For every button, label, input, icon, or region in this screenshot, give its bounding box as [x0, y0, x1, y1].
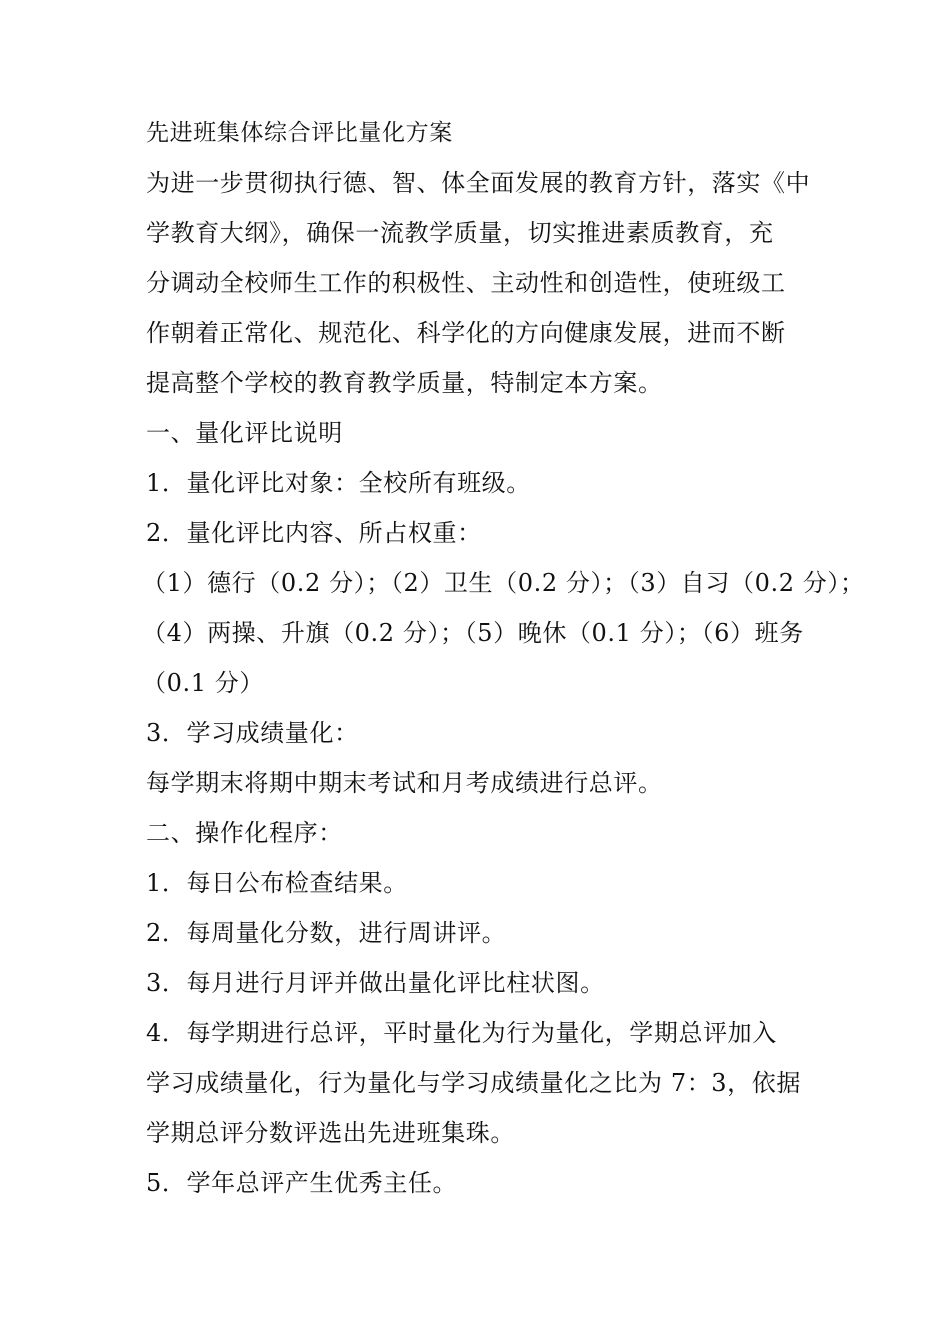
section1-item-1: 1．量化评比对象：全校所有班级。 [146, 469, 531, 497]
section2-heading: 二、操作化程序： [146, 819, 343, 847]
intro-line-2: 学教育大纲》，确保一流教学质量，切实推进素质教育，充 [146, 219, 774, 247]
weights-line-2: （4）两操、升旗（0.2 分）；（5）晚休（0.1 分）；（6）班务 [142, 619, 804, 647]
section2-item-5: 5．学年总评产生优秀主任。 [146, 1169, 458, 1197]
section2-item-3: 3．每月进行月评并做出量化评比柱状图。 [146, 969, 605, 997]
section2-item-1: 1．每日公布检查结果。 [146, 869, 408, 897]
section2-item-4-line-1: 4．每学期进行总评，平时量化为行为量化，学期总评加入 [146, 1019, 777, 1047]
section1-heading: 一、量化评比说明 [146, 419, 343, 447]
section1-item-2: 2．量化评比内容、所占权重： [146, 519, 482, 547]
section1-item-3: 3．学习成绩量化： [146, 719, 359, 747]
weights-line-3: （0.1 分） [142, 669, 264, 697]
section1-item-3-detail: 每学期末将期中期末考试和月考成绩进行总评。 [146, 769, 663, 797]
section2-item-4-line-3: 学期总评分数评选出先进班集珠。 [146, 1119, 515, 1147]
weights-line-1: （1）德行（0.2 分）；（2）卫生（0.2 分）；（3）自习（0.2 分）； [142, 569, 865, 597]
intro-line-5: 提高整个学校的教育教学质量，特制定本方案。 [146, 369, 663, 397]
section2-item-4-line-2: 学习成绩量化，行为量化与学习成绩量化之比为 7：3，依据 [146, 1069, 801, 1097]
intro-line-1: 为进一步贯彻执行德、智、体全面发展的教育方针，落实《中 [146, 169, 811, 197]
document-title: 先进班集体综合评比量化方案 [146, 120, 453, 146]
intro-line-4: 作朝着正常化、规范化、科学化的方向健康发展，进而不断 [146, 319, 786, 347]
section2-item-2: 2．每周量化分数，进行周讲评。 [146, 919, 507, 947]
intro-line-3: 分调动全校师生工作的积极性、主动性和创造性，使班级工 [146, 269, 786, 297]
